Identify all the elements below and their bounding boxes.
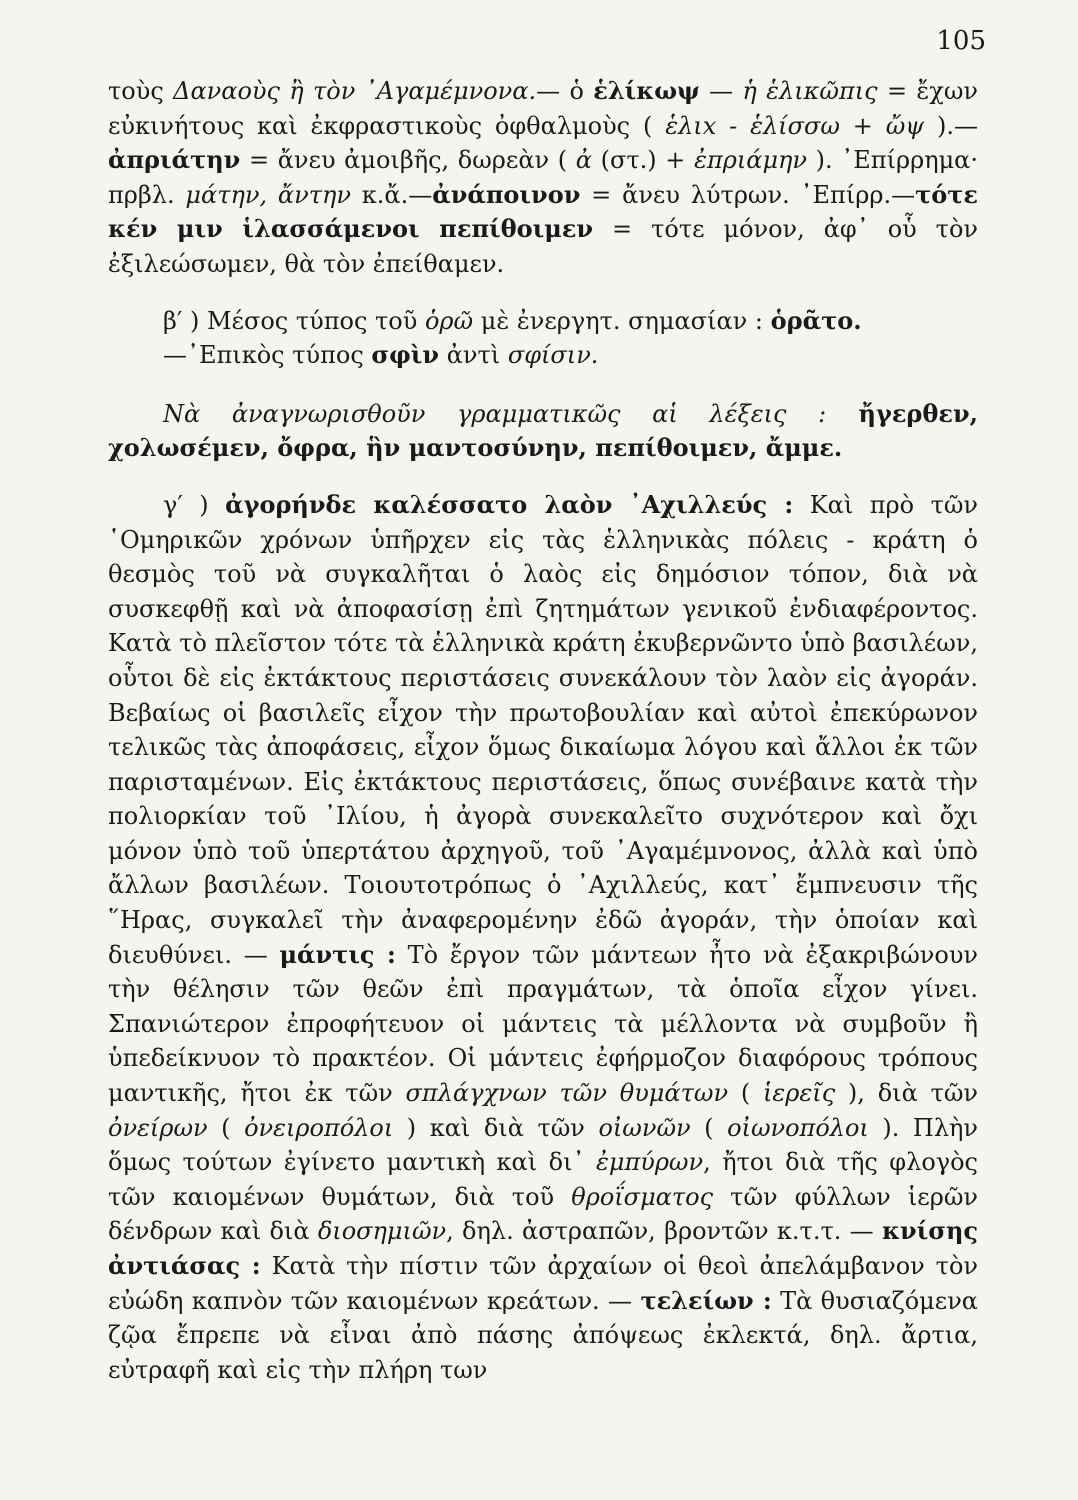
italic-phrase: οἰωνῶν: [598, 1113, 691, 1142]
italic-phrase: ἀ: [575, 146, 593, 175]
paragraph-epic-form: —᾿Επικὸς τύπος σφὶν ἀντὶ σφίσιν.: [163, 340, 599, 370]
italic-phrase: θροΐσματος: [571, 1182, 714, 1211]
bold-term: ἀνάποινον: [432, 179, 581, 209]
paragraph-middle-voice: β′ ) Μέσος τύπος τοῦ ὁρῶ μὲ ἐνεργητ. σημασίαν : ὁρᾶτο.: [163, 305, 862, 335]
italic-phrase: διοσημιῶν: [317, 1217, 447, 1246]
paragraph-glossary-1: τοὺς Δαναοὺς ἢ τὸν ᾿Αγαμέμνονα.— ὁ ἑλίκωψ — ἡ ἑλικῶπις = ἔχων εὐκινήτους καὶ ἐκφραστικοὺς ὀφθαλμοὺς ( ἑλιx - ἑλίσσω + ὤψ ).— ἀπριάτην = ἄνευ ἀμοιβῆς, δωρεὰν ( ἀ (στ.) + ἐπριάμην ). ᾿Επίρρημα· πρβλ. μάτην, ἄντην κ.ἄ.—ἀνάποινον = ἄνευ λύτρων. ᾿Επίρρ.—τότε κέν μιν ἱλασσάμενοι πεπίθοιμεν = τότε μόνον, ἀφ᾿ οὗ τὸν ἐξιλεώσωμεν, θὰ τὸν ἐπείθαμεν.: [108, 76, 979, 278]
bold-term: κνίσης ἀντιάσας :: [108, 1216, 979, 1280]
italic-phrase: ὀνείρων: [108, 1113, 208, 1142]
italic-phrase: ἑλιx - ἑλίσσω + ὤψ: [665, 111, 925, 140]
italic-phrase: ἐμπύρων: [595, 1148, 704, 1177]
italic-phrase: σπλάγχνων τῶν θυμάτων: [405, 1079, 729, 1108]
bold-term: ἀπριάτην: [108, 145, 241, 175]
bold-term: μάντις :: [279, 939, 396, 969]
paragraph-exercise: [108, 397, 978, 466]
italic-phrase: μάτην, ἄντην: [185, 180, 351, 209]
italic-phrase: ἡ ἑλικῶπις: [742, 77, 878, 105]
italic-phrase: ὁρῶ: [424, 306, 474, 335]
italic-instruction: Νὰ ἀναγνωρισθοῦν γραμματικῶς αἱ λέξεις :: [163, 399, 827, 428]
page-body: [108, 74, 978, 1387]
bold-word-list: ἤγερθεν, χολωσέμεν, ὄφρα, ἣν μαντοσύνην, πεπίθοιμεν, ἄμμε.: [108, 398, 978, 463]
bold-term: ὁρᾶτο.: [770, 305, 862, 335]
italic-phrase: οἰωνοπόλοι: [727, 1113, 869, 1142]
italic-phrase: ὀνειροπόλοι: [244, 1113, 394, 1142]
page-number: 105: [936, 26, 986, 56]
italic-phrase: Δαναοὺς ἢ τὸν ᾿Αγαμέμνονα.: [173, 77, 537, 105]
bold-term: ἀγορήνδε καλέσσατο λαὸν ᾿Αχιλλεύς :: [225, 489, 794, 519]
bold-term: τότε κέν μιν ἱλασσάμενοι πεπίθοιμεν: [108, 179, 978, 244]
paragraph-agora-commentary: γ′ ) ἀγορήνδε καλέσσατο λαὸν ᾿Αχιλλεύς : Καὶ πρὸ τῶν ῾Ομηρικῶν χρόνων ὑπῆρχεν εἰς τὰς ἑλληνικὰς πόλεις - κράτη ὁ θεσμὸς τοῦ νὰ συγκαλῆται ὁ λαὸς εἰς δημόσιον τόπον, διὰ νὰ συσκεφθῇ καὶ νὰ ἀποφασίσῃ ἐπὶ ζητημάτων γενικοῦ ἐνδιαφέροντος. Κατὰ τὸ πλεῖστον τότε τὰ ἑλληνικὰ κράτη ἐκυβερνῶντο ὑπὸ βασιλέων, οὗτοι δὲ εἰς ἐκτάκτους περιστάσεις συνεκάλουν τὸν λαὸν εἰς ἀγοράν. Βεβαίως οἱ βασιλεῖς εἶχον τὴν πρωτοβουλίαν καὶ αὐτοὶ ἐπεκύρωνον τελικῶς τὰς ἀποφάσεις, εἶχον ὅμως δικαίωμα λόγου καὶ ἄλλοι ἐκ τῶν παρισταμένων. Εἰς ἐκτάκτους περιστάσεις, ὅπως συνέβαινε κατὰ τὴν πολιορκίαν τοῦ ᾿Ιλίου, ἡ ἀγορὰ συνεκαλεῖτο συχνότερον καὶ ὄχι μόνον ὑπὸ τοῦ ὑπερτάτου ἀρχηγοῦ, τοῦ ᾿Αγαμέμνονος, ἀλλὰ καὶ ὑπὸ ἄλλων βασιλέων. Τοιουτοτρόπως ὁ ᾿Αχιλλεύς, κατ᾿ ἔμπνευσιν τῆς ῞Ηρας, συγκαλεῖ τὴν ἀναφερομένην ἐδῶ ἀγοράν, τὴν ὁποίαν καὶ διευθύνει. — μάντις : Τὸ ἔργον τῶν μάντεων ἦτο νὰ ἐξακριβώνουν τὴν θέλησιν τῶν θεῶν ἐπὶ πραγμάτων, τὰ ὁποῖα εἶχον γίνει. Σπανιώτερον ἐπροφήτευον οἱ μάντεις τὰ μέλλοντα νὰ συμβοῦν ἢ ὑπεδείκνυον τὸ πρακτέον. Οἱ μάντεις ἐφήρμοζον διαφόρους τρόπους μαντικῆς, ἤτοι ἐκ τῶν σπλάγχνων τῶν θυμάτων ( ἱερεῖς ), διὰ τῶν ὀνείρων ( ὀνειροπόλοι ) καὶ διὰ τῶν οἰωνῶν ( οἰωνοπόλοι ). Πλὴν ὅμως τούτων ἐγίνετο μαντικὴ καὶ δι᾿ ἐμπύρων, ἤτοι διὰ τῆς φλογὸς τῶν καιομένων θυμάτων, διὰ τοῦ θροΐσματος τῶν φύλλων ἱερῶν δένδρων καὶ διὰ διοσημιῶν, δηλ. ἀστραπῶν, βροντῶν κ.τ.τ. — κνίσης ἀντιάσας : Κατὰ τὴν πίστιν τῶν ἀρχαίων οἱ θεοὶ ἀπελάμβανον τὸν εὐώδη καπνὸν τῶν καιομένων κρεάτων. — τελείων : Τὰ θυσιαζόμενα ζῷα ἔπρεπε νὰ εἶναι ἀπὸ πάσης ἀπόψεως ἐκλεκτά, δηλ. ἄρτια, εὐτραφῆ καὶ εἰς τὴν πλήρη των: [108, 489, 979, 1384]
italic-phrase: ἱερεῖς: [763, 1079, 836, 1108]
bold-term: τελείων :: [640, 1285, 772, 1315]
bold-term: σφὶν: [371, 340, 440, 370]
bold-term: ἑλίκωψ: [593, 76, 700, 105]
italic-phrase: ἐπριάμην: [694, 146, 808, 175]
italic-phrase: σφίσιν.: [507, 341, 599, 370]
